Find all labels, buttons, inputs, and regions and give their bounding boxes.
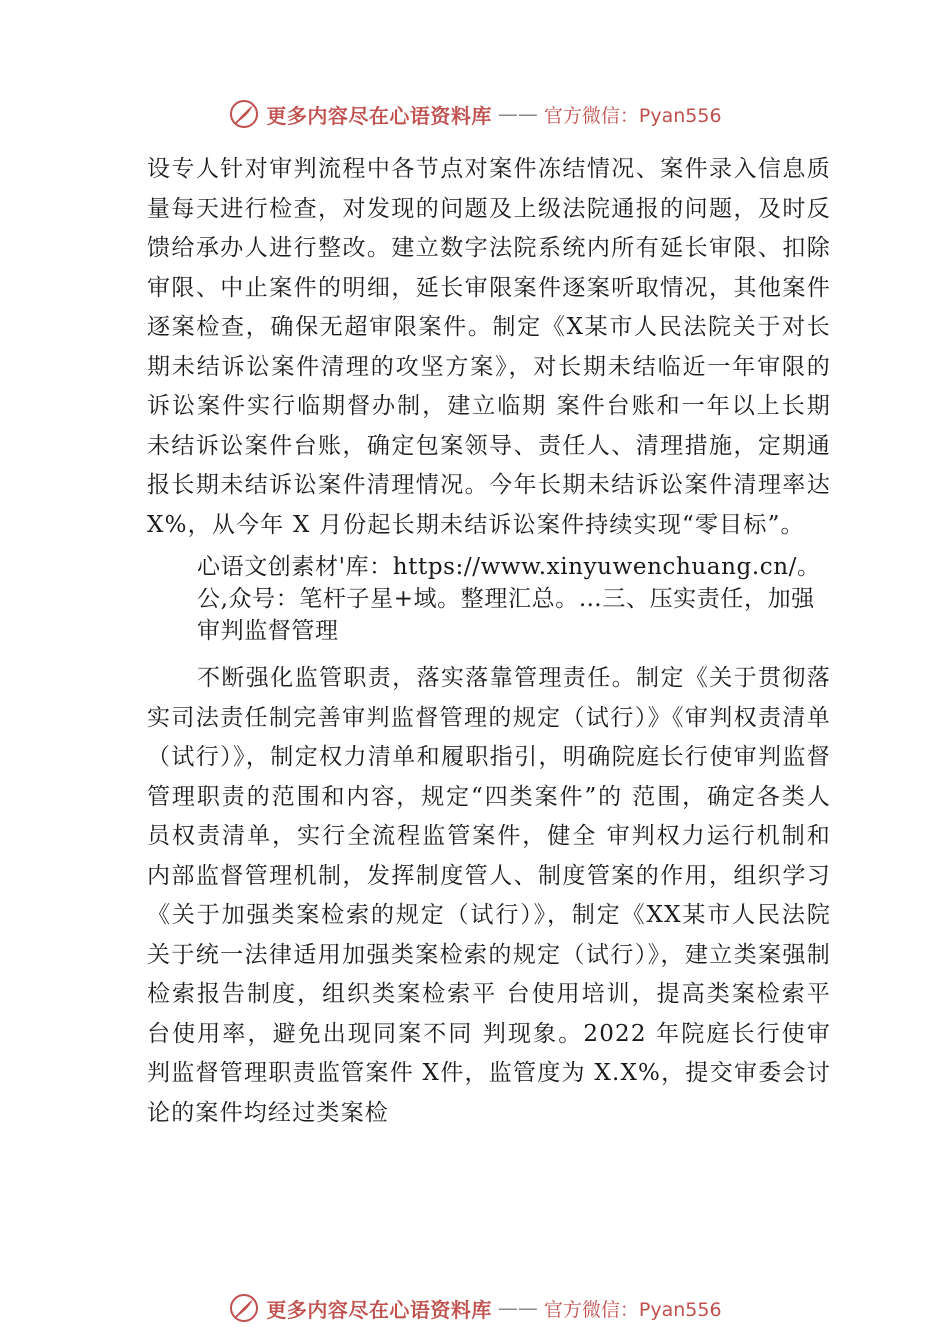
quill-logo-icon: [228, 1292, 260, 1324]
document-body: [147, 150, 831, 1133]
banner-wechat-text: 官方微信：Pyan556: [543, 1298, 722, 1321]
body-paragraph: 设专人针对审判流程中各节点对案件冻结情况、案件录入信息质量每天进行检查，对发现的问题及上级法院通报的问题，及时反馈给承办人进行整改。建立数字法院系统内所有延长审限、扣除审限、中止案件的明细，延长审限案件逐案听取情况，其他案件逐案检查，确保无超审限案件。制定《X某市人民法院关于对长期未结诉讼案件清理的攻坚方案》，对长期未结临近一年审限的诉讼案件实行临期督办制，建立临期 案件台账和一年以上长期未结诉讼案件台账，确定包案领导、责任人、清理措施，定期通报长期未结诉讼案件清理情况。今年长期未结诉讼案件清理率达 X%，从今年 X 月份起长期未结诉讼案件持续实现“零目标”。: [147, 156, 831, 538]
banner-brand-text: 更多内容尽在心语资料库: [266, 1297, 492, 1322]
footer-banner: [0, 1288, 950, 1328]
banner-separator: ——: [497, 102, 538, 126]
body-paragraph: 不断强化监管职责，落实落靠管理责任。制定《关于贯彻落实司法责任制完善审判监督管理的规定（试行）》《审判权责清单（试行）》，制定权力清单和履职指引，明确院庭长行使审判监督管理职责的范围和内容，规定“四类案件”的 范围，确定各类人员权责清单，实行全流程监管案件，健全 审判权力运行机制和内部监督管理机制，发挥制度管人、制度管案的作用，组织学习《关于加强类案检索的规定（试行）》，制定《XX某市人民法院关于统一法律适用加强类案检索的规定（试行）》，建立类案强制检索报告制度，组织类案检索平 台使用培训，提高类案检索平台使用率，避免出现同案不同 判现象。2022 年院庭长行使审判监督管理职责监管案件 X件，监管度为 X.X%，提交审委会讨论的案件均经过类案检: [147, 665, 831, 1126]
banner-wechat-text: 官方微信：Pyan556: [543, 104, 722, 127]
banner-separator: ——: [497, 1296, 538, 1320]
quill-logo-icon: [228, 98, 260, 130]
source-note: 心语文创素材'库：https://www.xinyuwenchuang.cn/。公,众号：笔杆子星+域。整理汇总。…三、压实责任，加强审判监督管理: [197, 554, 821, 644]
header-banner: [0, 94, 950, 134]
banner-brand-text: 更多内容尽在心语资料库: [266, 103, 492, 128]
